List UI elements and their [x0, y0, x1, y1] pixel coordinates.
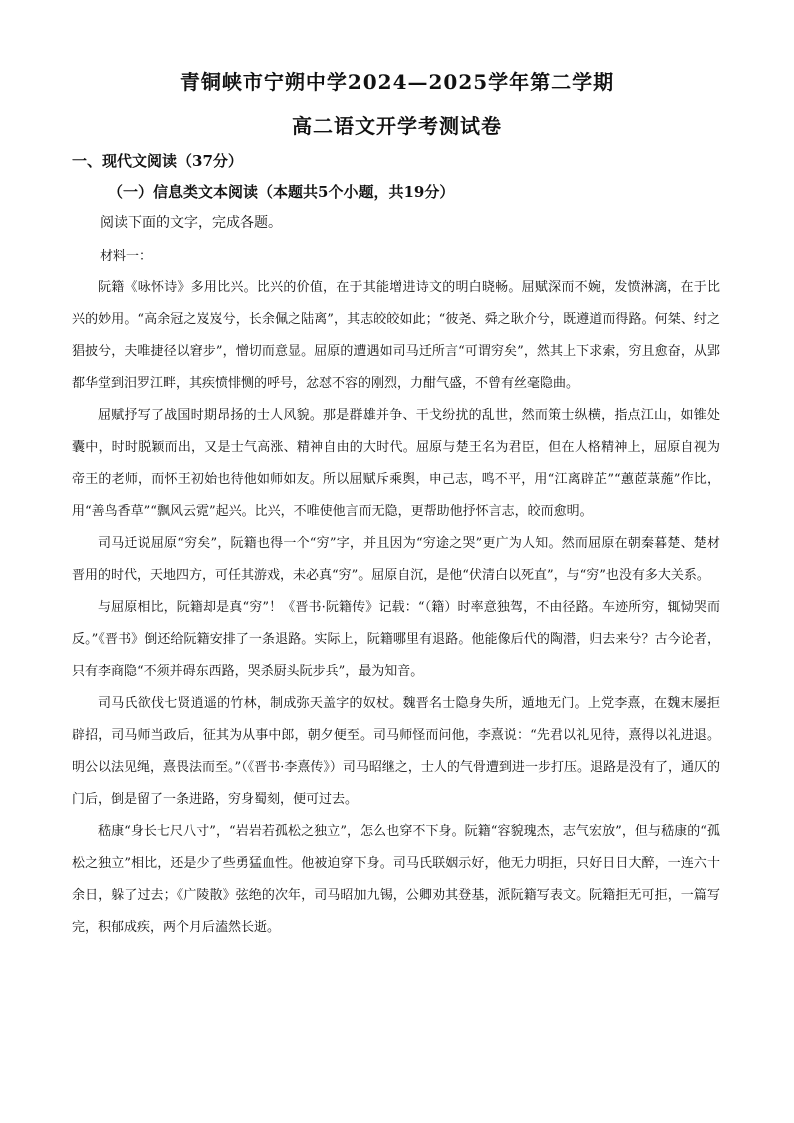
passage-paragraph: 屈赋抒写了战国时期昂扬的士人风貌。那是群雄并争、干戈纷扰的乱世，然而策士纵横，指点江山，如锥处囊中，时时脱颖而出，又是士气高涨、精神自由的大时代。屈原与楚王名为君臣，但在人格精神上，屈原自视为帝王的老师，而怀王初始也待他如师如友。所以屈赋斥乘舆，申己志，鸣不平，用“江离辟芷”“蕙茝菉葹”作比，用“善鸟香草”“飘风云霓”起兴。比兴，不唯使他言而无隐，更帮助他抒怀言志，皎而愈明。: [72, 408, 720, 519]
reading-instruction: 阅读下面的文字，完成各题。: [100, 215, 282, 231]
exam-title-line2: 高二语文开学考测试卷: [292, 114, 502, 138]
section-heading: 一、现代文阅读（37分）: [72, 152, 243, 170]
passage-paragraph: 嵇康“身长七尺八寸”，“岩岩若孤松之独立”，怎么也穿不下身。阮籍“容貌瑰杰，志气宏放”，但与嵇康的“孤松之独立”相比，还是少了些勇猛血性。他被迫穿下身。司马氏联姻示好，他无力明拒，只好日日大醉，一连六十余日，躲了过去；《广陵散》弦绝的次年，司马昭加九锡，公卿劝其登基，派阮籍写表文。阮籍拒无可拒，一篇写完，积郁成疾，两个月后溘然长逝。: [72, 824, 720, 935]
passage-body: [72, 272, 720, 944]
passage-paragraph: 司马迁说屈原“穷矣”，阮籍也得一个“穷”字，并且因为“穷途之哭”更广为人知。然而屈原在朝秦暮楚、楚材晋用的时代，天地四方，可任其游戏，未必真“穷”。屈原自沉，是他“伏清白以死直”，与“穷”也没有多大关系。: [72, 536, 720, 583]
exam-title-line1: 青铜峡市宁朔中学2024—2025学年第二学期: [179, 70, 615, 94]
subsection-heading: （一）信息类文本阅读（本题共5个小题，共19分）: [108, 183, 455, 201]
passage-paragraph: 与屈原相比，阮籍却是真“穷”！《晋书·阮籍传》记载：“（籍）时率意独驾，不由径路。车迹所穷，辄恸哭而反。”《晋书》倒还给阮籍安排了一条退路。实际上，阮籍哪里有退路。他能像后代的陶潜，归去来兮？古今论者，只有李商隐“不须并碍东西路，哭杀厨头阮步兵”，最为知音。: [72, 600, 720, 679]
passage-paragraph: 司马氏欲伐七贤逍遥的竹林，制成弥天盖字的奴杖。魏晋名士隐身失所，遁地无门。上党李熹，在魏末屡拒辟招，司马师当政后，征其为从事中郎，朝夕便至。司马师怪而问他，李熹说：“先君以礼见待，熹得以礼进退。明公以法见绳，熹畏法而至。”（《晋书·李熹传》）司马昭继之，士人的气骨遭到进一步打压。退路是没有了，通仄的门后，倒是留了一条进路，穷身蜀刻，便可过去。: [72, 696, 720, 807]
material-label: 材料一：: [100, 249, 153, 264]
passage-paragraph: 阮籍《咏怀诗》多用比兴。比兴的价值，在于其能增进诗文的明白晓畅。屈赋深而不婉，发愤淋漓，在于比兴的妙用。“高余冠之岌岌兮，长余佩之陆离”，其志皎皎如此；“彼尧、舜之耿介兮，既遵道而得路。何桀、纣之猖披兮，夫唯捷径以窘步”，憎切而意显。屈原的遭遇如司马迁所言“可谓穷矣”，然其上下求索，穷且愈奋，从郢都华堂到汨罗江畔，其疾愤悱恻的呼号，忿怼不容的刚烈，力酣气盛，不曾有丝毫隐曲。: [72, 280, 720, 391]
